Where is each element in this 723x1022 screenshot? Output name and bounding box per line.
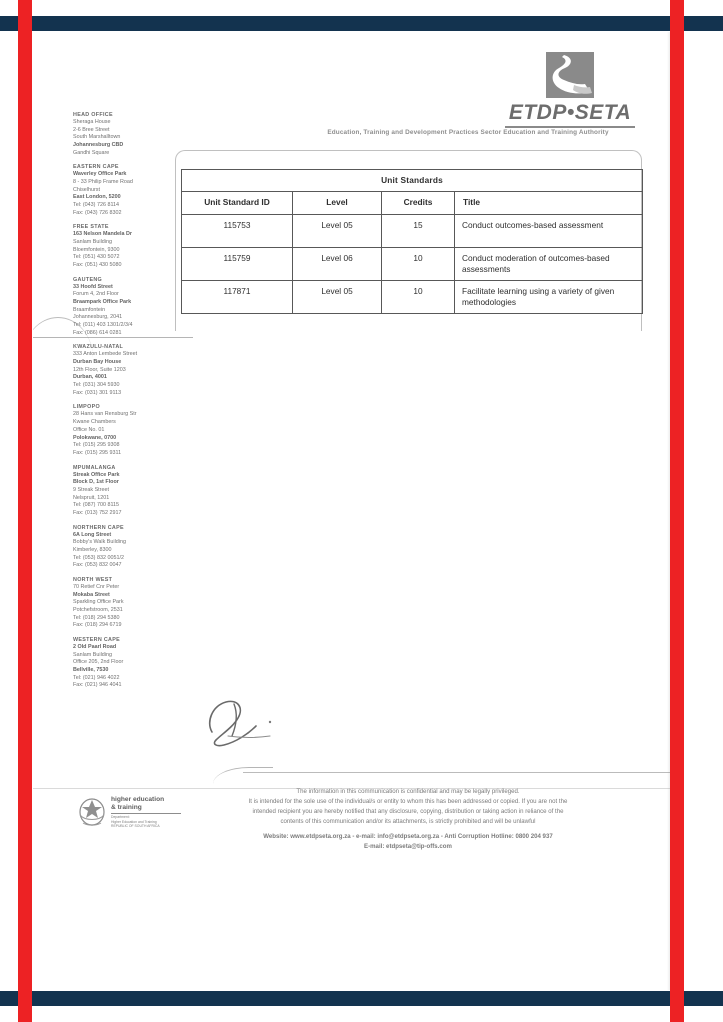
- confidentiality-notice: [183, 787, 633, 826]
- office-address-line: Block D, 1st Floor: [73, 479, 119, 486]
- office-address-line: Potchefstroom, 2531: [73, 606, 123, 613]
- office-address-line: Sheraga House: [73, 119, 111, 125]
- office-block-eastern-cape: [73, 164, 165, 217]
- dept-title-underline: [111, 813, 181, 814]
- office-heading: FREE STATE: [73, 224, 109, 231]
- office-phone: Tel: (053) 832 0051/2: [73, 554, 124, 561]
- office-address-line: Sparkling Office Park: [73, 599, 124, 606]
- table-row: [182, 247, 643, 280]
- cell-level: Level 05: [293, 214, 382, 247]
- office-address-line: Polokwane, 0700: [73, 434, 117, 441]
- table-title: Unit Standards: [182, 170, 643, 192]
- confidentiality-line: contents of this communication and/or its attachments, is strictly prohibited and will be unlawful: [280, 817, 536, 825]
- dept-subtitle-line3: REPUBLIC OF SOUTH AFRICA: [111, 824, 160, 829]
- office-block-western-cape: [73, 637, 165, 690]
- office-phone: Tel: (087) 700 8115: [73, 502, 120, 509]
- dept-title-line1: higher education: [111, 796, 165, 803]
- office-fax: Fax: (031) 301 9113: [73, 389, 122, 396]
- office-address-line: East London, 5200: [73, 194, 121, 201]
- office-address-line: 2 Old Paarl Road: [73, 643, 117, 650]
- organisation-tagline: Education, Training and Development Practices Sector Education and Training Authority: [327, 129, 609, 136]
- office-address-line: Kwane Chambers: [73, 419, 116, 426]
- scan-artifact-line-bottom: [243, 772, 670, 773]
- office-heading: NORTH WEST: [73, 576, 113, 583]
- office-address-line: Bloemfontein, 9300: [73, 246, 120, 253]
- column-header-level: Level: [293, 192, 382, 214]
- office-address-line: 2-6 Bree Street: [73, 126, 110, 133]
- office-address-line: Office 205, 2nd Floor: [73, 659, 124, 666]
- office-address-line: Office No. 01: [73, 426, 105, 433]
- office-block-limpopo: [73, 404, 165, 457]
- office-block-north-west: [73, 577, 165, 630]
- office-address-line: 12th Floor, Suite 1203: [73, 366, 126, 373]
- office-heading: WESTERN CAPE: [73, 636, 121, 643]
- scan-frame-bottom-bar: [0, 991, 723, 1006]
- office-fax: Fax: (086) 614 0281: [73, 329, 122, 336]
- contact-line-tipoffs-email: E-mail: etdpseta@tip-offs.com: [364, 843, 452, 851]
- office-fax: Fax: (053) 832 0047: [73, 562, 122, 569]
- dept-subtitle-line1: Department:: [111, 815, 130, 820]
- scan-frame-left-stripe: [18, 0, 32, 1022]
- etdp-seta-logo-mark: [544, 52, 596, 100]
- office-phone: Tel: (015) 295 9308: [73, 442, 120, 449]
- office-block-free-state: [73, 224, 165, 269]
- office-block-kwazulu-natal: [73, 344, 165, 397]
- cell-title: Conduct outcomes-based assessment: [455, 214, 643, 247]
- office-address-line: Johannesburg, 2041: [73, 314, 123, 321]
- office-address-line: Bobby's Walk Building: [73, 539, 126, 546]
- office-address-line: Sanlam Building: [73, 239, 112, 246]
- unit-standards-table: [181, 169, 643, 314]
- office-block-mpumalanga: [73, 465, 165, 518]
- table-row: [182, 214, 643, 247]
- office-phone: Tel: (043) 726 8114: [73, 202, 120, 209]
- cell-level: Level 06: [293, 247, 382, 280]
- signature-glyph: [198, 692, 288, 752]
- column-header-title: Title: [455, 192, 643, 214]
- office-heading: LIMPOPO: [73, 404, 100, 411]
- office-address-line: Durban Bay House: [73, 359, 122, 366]
- office-fax: Fax: (021) 946 4041: [73, 682, 122, 689]
- office-address-line: 9 Streak Street: [73, 486, 109, 493]
- cell-unit-standard-id: 115759: [182, 247, 293, 280]
- office-address-line: Waverley Office Park: [73, 171, 127, 178]
- regional-offices-sidebar: [73, 112, 165, 697]
- office-fax: Fax: (015) 295 9311: [73, 449, 122, 456]
- etdp-seta-logo: [495, 52, 645, 128]
- cell-credits: 10: [382, 280, 455, 313]
- cell-title: Conduct moderation of outcomes-based assessments: [455, 247, 643, 280]
- office-fax: Fax: (013) 752 2917: [73, 509, 122, 516]
- office-address-line: 8 - 33 Philip Frame Road: [73, 179, 133, 186]
- contact-line-website: Website: www.etdpseta.org.za - e-mail: info@etdpseta.org.za - Anti Corruption Hotline: 0800 204 937: [263, 833, 553, 840]
- office-heading: EASTERN CAPE: [73, 164, 119, 171]
- column-header-unit-standard-id: Unit Standard ID: [182, 192, 293, 214]
- office-heading: GAUTENG: [73, 276, 103, 283]
- office-block-northern-cape: [73, 525, 165, 570]
- logo-river-glyph: [544, 52, 596, 100]
- dept-title-line2: & training: [111, 803, 142, 811]
- office-fax: Fax: (018) 294 6719: [73, 622, 122, 629]
- office-address-line: South Marshalltown: [73, 134, 121, 141]
- office-phone: Tel: (051) 430 5072: [73, 254, 120, 261]
- office-phone: Tel: (031) 304 5930: [73, 382, 120, 389]
- scan-artifact-arc-bottom: [213, 767, 273, 784]
- office-address-line: 163 Nelson Mandela Dr: [73, 231, 133, 238]
- office-address-line: Mokaba Street: [73, 591, 110, 598]
- office-address-line: 70 Retief Cnr Peter: [73, 583, 120, 590]
- dept-subtitle-line2: Higher Education and Training: [111, 819, 157, 824]
- office-phone: Tel: (011) 403 1301/2/3/4: [73, 322, 133, 329]
- table-row: [182, 280, 643, 313]
- office-address-line: Nelspruit, 1201: [73, 494, 110, 501]
- office-heading: MPUMALANGA: [73, 464, 116, 471]
- office-heading: NORTHERN CAPE: [73, 524, 124, 531]
- confidentiality-line: The information in this communication is confidential and may be legally privileged.: [296, 788, 520, 795]
- footer-contact-details: [183, 832, 633, 853]
- scan-frame-top-bar: [0, 16, 723, 31]
- office-address-line: Braampark Office Park: [73, 299, 132, 306]
- office-block-head-office: [73, 112, 165, 157]
- office-heading: KWAZULU-NATAL: [73, 344, 124, 351]
- office-fax: Fax: (043) 726 8302: [73, 209, 122, 216]
- cell-level: Level 05: [293, 280, 382, 313]
- office-address-line: Streak Office Park: [73, 471, 120, 478]
- table-title-row: [182, 170, 643, 192]
- office-address-line: 28 Hans van Rensburg Str: [73, 411, 137, 418]
- office-address-line: Forum 4, 2nd Floor: [73, 291, 119, 298]
- cell-unit-standard-id: 117871: [182, 280, 293, 313]
- office-address-line: 333 Anton Lembede Street: [73, 351, 138, 358]
- cell-credits: 15: [382, 214, 455, 247]
- office-address-line: Braamfontein: [73, 306, 106, 313]
- office-address-line: Sanlam Building: [73, 651, 112, 658]
- office-phone: Tel: (018) 294 5380: [73, 614, 120, 621]
- confidentiality-line: It is intended for the sole use of the individual/s or entity to whom this has been addressed or copied. If you are not the: [248, 797, 568, 805]
- office-phone: Tel: (021) 946 4022: [73, 674, 120, 681]
- logo-underline: [505, 126, 635, 128]
- cell-title: Facilitate learning using a variety of given methodologies: [455, 280, 643, 313]
- cell-credits: 10: [382, 247, 455, 280]
- office-address-line: Chiselhurst: [73, 186, 100, 193]
- office-block-gauteng: [73, 277, 165, 338]
- office-address-line: 6A Long Street: [73, 531, 112, 538]
- cell-unit-standard-id: 115753: [182, 214, 293, 247]
- column-header-credits: Credits: [382, 192, 455, 214]
- south-africa-coat-of-arms-icon: [75, 795, 109, 827]
- office-address-line: Gandhi Square: [73, 149, 110, 156]
- handwritten-signature: [198, 692, 288, 752]
- office-fax: Fax: (051) 430 5080: [73, 262, 122, 269]
- scan-frame-right-stripe: [670, 0, 684, 1022]
- office-heading: HEAD OFFICE: [73, 112, 113, 118]
- office-address-line: Bellville, 7530: [73, 666, 109, 673]
- office-address-line: 33 Hoofd Street: [73, 283, 113, 290]
- office-address-line: Kimberley, 8300: [73, 546, 112, 553]
- office-address-line: Johannesburg CBD: [73, 142, 124, 149]
- confidentiality-line: intended recipient you are hereby notified that any disclosure, copying, distribution or taking action in reliance of the: [252, 807, 564, 815]
- table-header-row: [182, 192, 643, 214]
- logo-wordmark: ETDP•SETA: [508, 101, 632, 124]
- office-address-line: Durban, 4001: [73, 374, 107, 381]
- scanned-document-page: [33, 32, 670, 990]
